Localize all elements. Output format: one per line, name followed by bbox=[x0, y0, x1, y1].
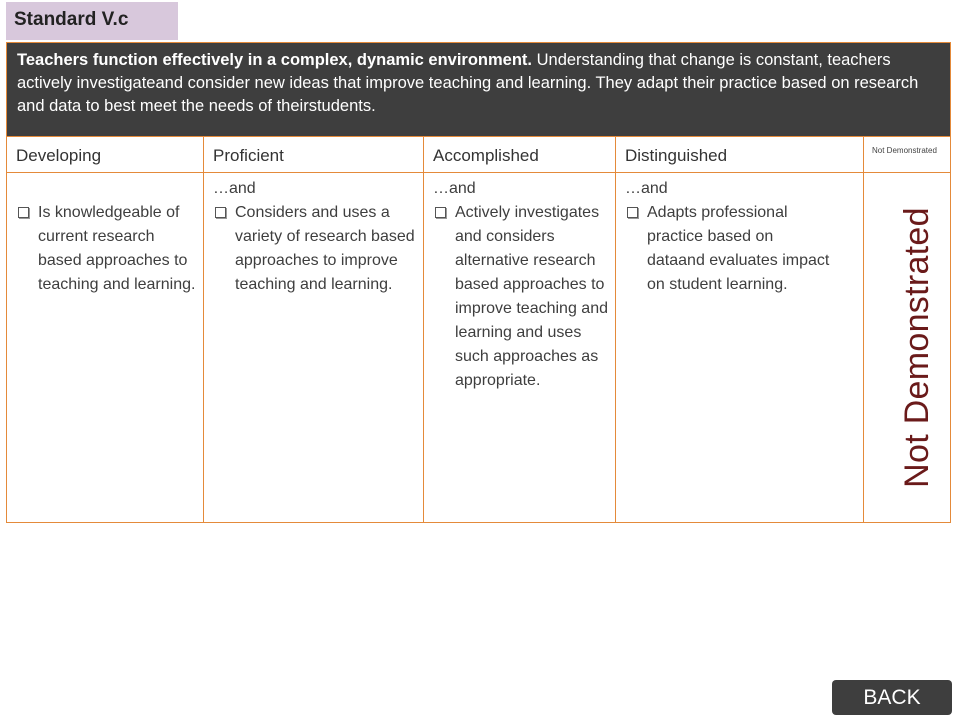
column-header-row bbox=[7, 136, 950, 173]
rubric-table bbox=[6, 42, 951, 523]
back-button[interactable]: BACK bbox=[832, 680, 952, 715]
cell-distinguished bbox=[616, 173, 864, 522]
description-rest: Understanding that change is constant, teachers actively investigateand consider new ideas that improve teaching and learning. They adapt their practice based on research and data to best meet the needs of theirstudents. bbox=[17, 51, 919, 115]
column-header-distinguished: Distinguished bbox=[616, 137, 864, 172]
not-demonstrated-vertical bbox=[885, 173, 949, 522]
checkbox-bullet-icon bbox=[435, 207, 446, 218]
standard-label: Standard V.c bbox=[6, 2, 178, 40]
cell-developing bbox=[7, 173, 204, 522]
description-bold: Teachers function effectively in a complex, dynamic environment. bbox=[17, 51, 533, 69]
cell-text: Is knowledgeable of current research based approaches to teaching and learning. bbox=[38, 204, 196, 293]
list-item bbox=[625, 201, 833, 297]
cell-text: Actively investigates and considers alternative research based approaches to improve teaching and learning and uses such approaches as appropriate. bbox=[455, 204, 608, 389]
cell-accomplished bbox=[424, 173, 616, 522]
and-prefix: …and bbox=[213, 180, 256, 197]
rubric-body-row bbox=[7, 173, 950, 522]
checkbox-bullet-icon bbox=[18, 207, 29, 218]
column-header-accomplished: Accomplished bbox=[424, 137, 616, 172]
list-item bbox=[213, 201, 417, 297]
cell-text: Considers and uses a variety of research based approaches to improve teaching and learning. bbox=[235, 204, 415, 293]
cell-proficient bbox=[204, 173, 424, 522]
checkbox-bullet-icon bbox=[215, 207, 226, 218]
not-demonstrated-vertical-text: Not Demonstrated bbox=[897, 207, 936, 488]
cell-text: Adapts professional practice based on dataand evaluates impact on student learning. bbox=[647, 204, 830, 293]
list-item bbox=[433, 201, 609, 393]
column-header-proficient: Proficient bbox=[204, 137, 424, 172]
column-header-developing: Developing bbox=[7, 137, 204, 172]
checkbox-bullet-icon bbox=[627, 207, 638, 218]
column-header-not-demonstrated: Not Demonstrated bbox=[872, 146, 937, 155]
list-item bbox=[16, 201, 197, 297]
and-prefix: …and bbox=[433, 180, 476, 197]
and-prefix: …and bbox=[625, 180, 668, 197]
standard-description bbox=[7, 43, 950, 136]
